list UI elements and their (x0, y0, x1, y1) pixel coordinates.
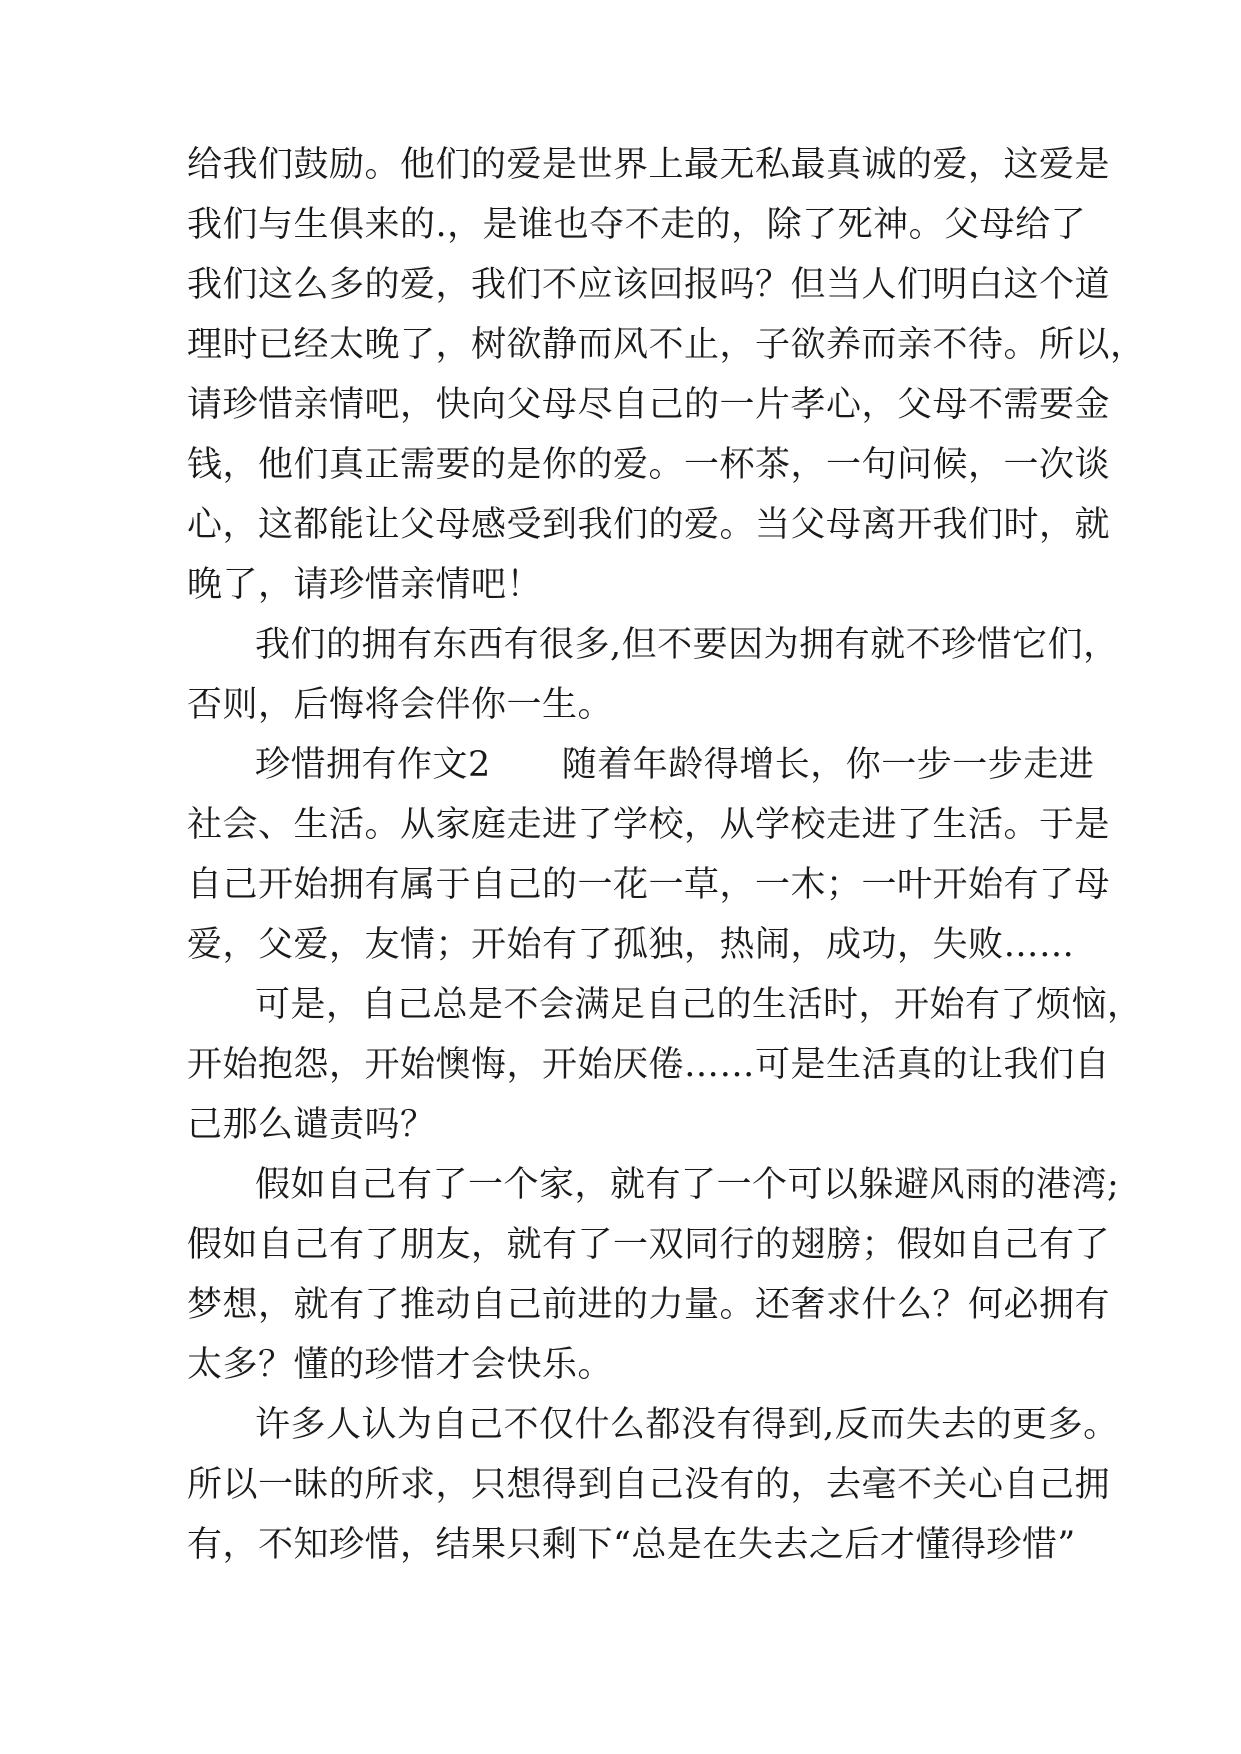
text-line: 梦想，就有了推动自己前进的力量。还奢求什么？何必拥有 (187, 1285, 1111, 1325)
text-line: 假如自己有了一个家，就有了一个可以躲避风雨的港湾; (255, 1165, 1120, 1205)
text-line: 所以一昧的所求，只想得到自己没有的，去毫不关心自己拥 (187, 1465, 1111, 1505)
text-line: 我们这么多的爱，我们不应该回报吗？但当人们明白这个道 (187, 265, 1111, 305)
text-line: 自己开始拥有属于自己的一花一草，一木；一叶开始有了母 (187, 865, 1111, 905)
text-line: 否则，后悔将会伴你一生。 (187, 685, 614, 725)
text-line: 心，这都能让父母感受到我们的爱。当父母离开我们时，就 (187, 505, 1111, 545)
text-line: 爱，父爱，友情；开始有了孤独，热闹，成功，失败…… (187, 925, 1075, 965)
text-line: 可是，自己总是不会满足自己的生活时，开始有了烦恼， (255, 985, 1143, 1025)
text-line: 理时已经太晚了，树欲静而风不止，子欲养而亲不待。所以， (187, 325, 1146, 365)
text-line: 我们与生俱来的.，是谁也夺不走的，除了死神。父母给了 (187, 205, 1087, 245)
text-line: 我们的拥有东西有很多,但不要因为拥有就不珍惜它们， (255, 625, 1119, 665)
text-line: 许多人认为自己不仅什么都没有得到,反而失去的更多。 (255, 1405, 1119, 1445)
text-line: 钱，他们真正需要的是你的爱。一杯茶，一句问候，一次谈 (187, 445, 1111, 485)
text-line: 社会、生活。从家庭走进了学校，从学校走进了生活。于是 (187, 805, 1111, 845)
text-line: 珍惜拥有作文2 随着年龄得增长，你一步一步走进 (255, 745, 1095, 785)
text-line: 请珍惜亲情吧，快向父母尽自己的一片孝心，父母不需要金 (187, 385, 1111, 425)
text-line: 晚了，请珍惜亲情吧！ (187, 565, 543, 605)
text-line: 开始抱怨，开始懊悔，开始厌倦……可是生活真的让我们自 (187, 1045, 1111, 1085)
text-line: 假如自己有了朋友，就有了一双同行的翅膀；假如自己有了 (187, 1225, 1111, 1265)
text-line: 太多？懂的珍惜才会快乐。 (187, 1345, 614, 1385)
text-line: 己那么谴责吗？ (187, 1105, 436, 1145)
text-line: 给我们鼓励。他们的爱是世界上最无私最真诚的爱，这爱是 (187, 145, 1111, 185)
text-line: 有，不知珍惜，结果只剩下“总是在失去之后才懂得珍惜” (187, 1525, 1076, 1565)
